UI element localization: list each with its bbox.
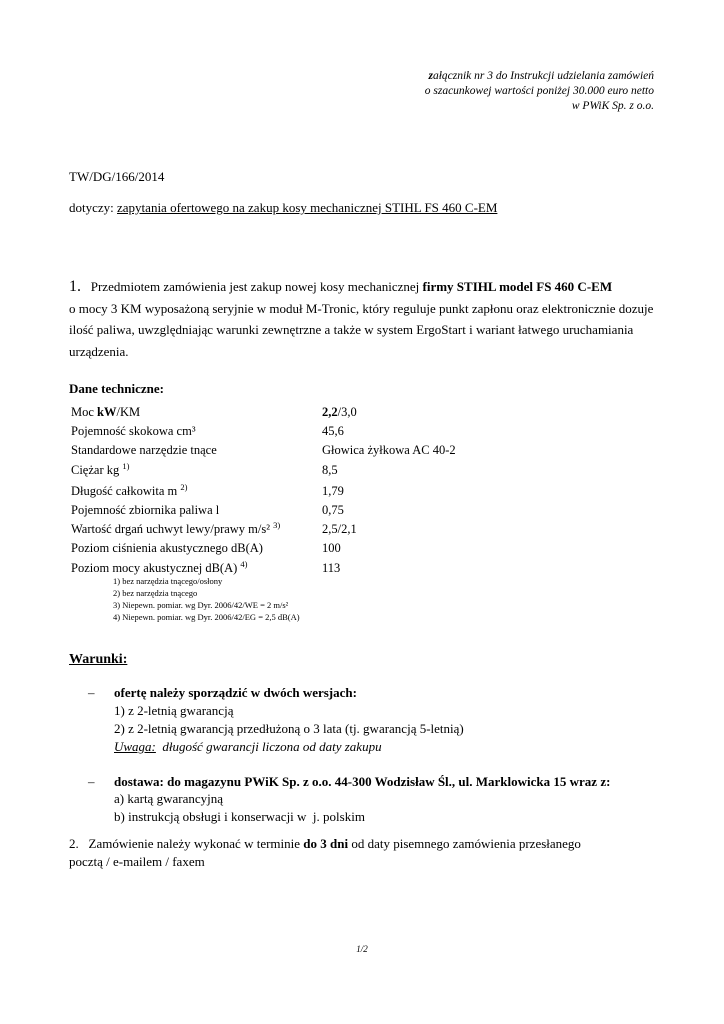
spec-label-sound-pressure: Poziom ciśnienia akustycznego dB(A)	[71, 541, 263, 555]
condition-2-title: dostawa: do magazynu PWiK Sp. z o.o. 44-300 Wodzisław Śl., ul. Marklowicka 15 wraz z:	[114, 774, 611, 789]
condition-1-title: ofertę należy sporządzić w dwóch wersjach:	[114, 685, 357, 700]
spec-value-power	[322, 403, 357, 421]
condition-2-item-a: a) kartą gwarancyjną	[114, 791, 223, 806]
condition-1-option-2: 2) z 2-letnią gwarancją przedłużoną o 3 lata (tj. gwarancją 5-letnią)	[114, 721, 464, 736]
header-line-2: o szacunkowej wartości poniżej 30.000 euro netto	[424, 85, 654, 97]
spec-label-weight	[71, 461, 129, 479]
spec-label-length	[71, 482, 187, 500]
point-2-text-a: Zamówienie należy wykonać w terminie	[88, 836, 304, 851]
point-2-line-1	[69, 834, 581, 854]
spec-sound-power-footnote-ref: 4)	[240, 559, 248, 569]
spec-value-sound-pressure: 100	[322, 541, 341, 555]
spec-label-weight-text: Ciężar kg	[71, 463, 123, 477]
note-text: długość gwarancji liczona od daty zakupu	[155, 739, 382, 754]
point-2-number: 2.	[69, 836, 79, 851]
subject-prefix: dotyczy:	[69, 200, 118, 215]
point-1-line-4: urządzenia.	[69, 344, 129, 359]
spec-label-power	[71, 403, 140, 421]
header-line-1	[428, 69, 654, 84]
spec-value-vibration: 2,5/2,1	[322, 522, 357, 536]
spec-length-footnote-ref: 2)	[180, 482, 188, 492]
condition-2-item-b: b) instrukcją obsługi i konserwacji w j. polskim	[114, 809, 365, 824]
spec-value-weight: 8,5	[322, 463, 338, 477]
spec-value-displacement: 45,6	[322, 424, 344, 438]
spec-label-displacement: Pojemność skokowa cm³	[71, 424, 196, 438]
footnote-3: 3) Niepewn. pomiar. wg Dyr. 2006/42/WE = 2 m/s²	[113, 600, 289, 610]
point-1-line-3: ilość paliwa, uwzględniając warunki zewnętrzne a także w system ErgoStart i wariant łatwego uruchamiania	[69, 322, 634, 337]
bullet-dash-2: –	[88, 774, 95, 789]
condition-1-option-1: 1) z 2-letnią gwarancją	[114, 703, 234, 718]
subject-line	[69, 198, 497, 218]
spec-label-tank: Pojemność zbiornika paliwa l	[71, 503, 220, 517]
spec-label-power-a: Moc	[71, 405, 98, 419]
spec-value-power-km: /3,0	[337, 405, 357, 419]
note-label: Uwaga:	[114, 739, 156, 754]
footnote-1: 1) bez narzędzia tnącego/osłony	[113, 576, 223, 586]
reference-number: TW/DG/166/2014	[69, 169, 165, 184]
point-1-line-1	[69, 277, 612, 297]
footnote-4: 4) Niepewn. pomiar. wg Dyr. 2006/42/EG = 2,5 dB(A)	[113, 612, 300, 622]
spec-value-length: 1,79	[322, 484, 344, 498]
spec-label-sound-power-text: Poziom mocy akustycznej dB(A)	[71, 561, 241, 575]
bullet-dash-1: –	[88, 685, 95, 700]
point-1-number: 1.	[69, 278, 81, 295]
point-2-deadline: do 3 dni	[303, 836, 349, 851]
point-1-model: firmy STIHL model FS 460 C-EM	[422, 279, 613, 294]
spec-label-vibration-text: Wartość drgań uchwyt lewy/prawy m/s²	[71, 522, 274, 536]
spec-vibration-footnote-ref: 3)	[273, 520, 281, 530]
spec-value-cutting-tool: Głowica żyłkowa AC 40-2	[322, 443, 456, 457]
spec-label-length-text: Długość całkowita m	[71, 484, 181, 498]
footnote-2: 2) bez narzędzia tnącego	[113, 588, 198, 598]
header-line-3: w PWiK Sp. z o.o.	[571, 100, 654, 112]
tech-heading: Dane techniczne:	[69, 381, 164, 396]
spec-label-power-km: /KM	[116, 405, 141, 419]
point-1-intro: Przedmiotem zamówienia jest zakup nowej kosy mechanicznej	[90, 279, 423, 294]
header-initial: z	[428, 70, 433, 82]
conditions-heading: Warunki:	[69, 652, 128, 667]
spec-label-power-kw: kW	[97, 405, 117, 419]
spec-label-sound-power	[71, 559, 248, 577]
spec-label-cutting-tool: Standardowe narzędzie tnące	[71, 443, 217, 457]
point-2-text-b: od daty pisemnego zamówienia przesłanego	[348, 836, 581, 851]
page-number: 1/2	[356, 944, 368, 954]
spec-label-vibration	[71, 520, 280, 538]
point-1-line-2: o mocy 3 KM wyposażoną seryjnie w moduł M-Tronic, który reguluje punkt zapłonu oraz elektronicznie dozuje	[69, 301, 654, 316]
spec-value-tank: 0,75	[322, 503, 344, 517]
spec-value-power-kw: 2,2	[322, 405, 338, 419]
condition-1-note	[114, 737, 382, 757]
spec-value-sound-power: 113	[322, 561, 341, 575]
spec-weight-footnote-ref: 1)	[122, 461, 130, 471]
point-2-line-2: pocztą / e-mailem / faxem	[69, 854, 205, 869]
header-line-1-text: ałącznik nr 3 do Instrukcji udzielania zamówień	[432, 70, 654, 82]
subject-text: zapytania ofertowego na zakup kosy mechanicznej STIHL FS 460 C-EM	[117, 200, 498, 215]
